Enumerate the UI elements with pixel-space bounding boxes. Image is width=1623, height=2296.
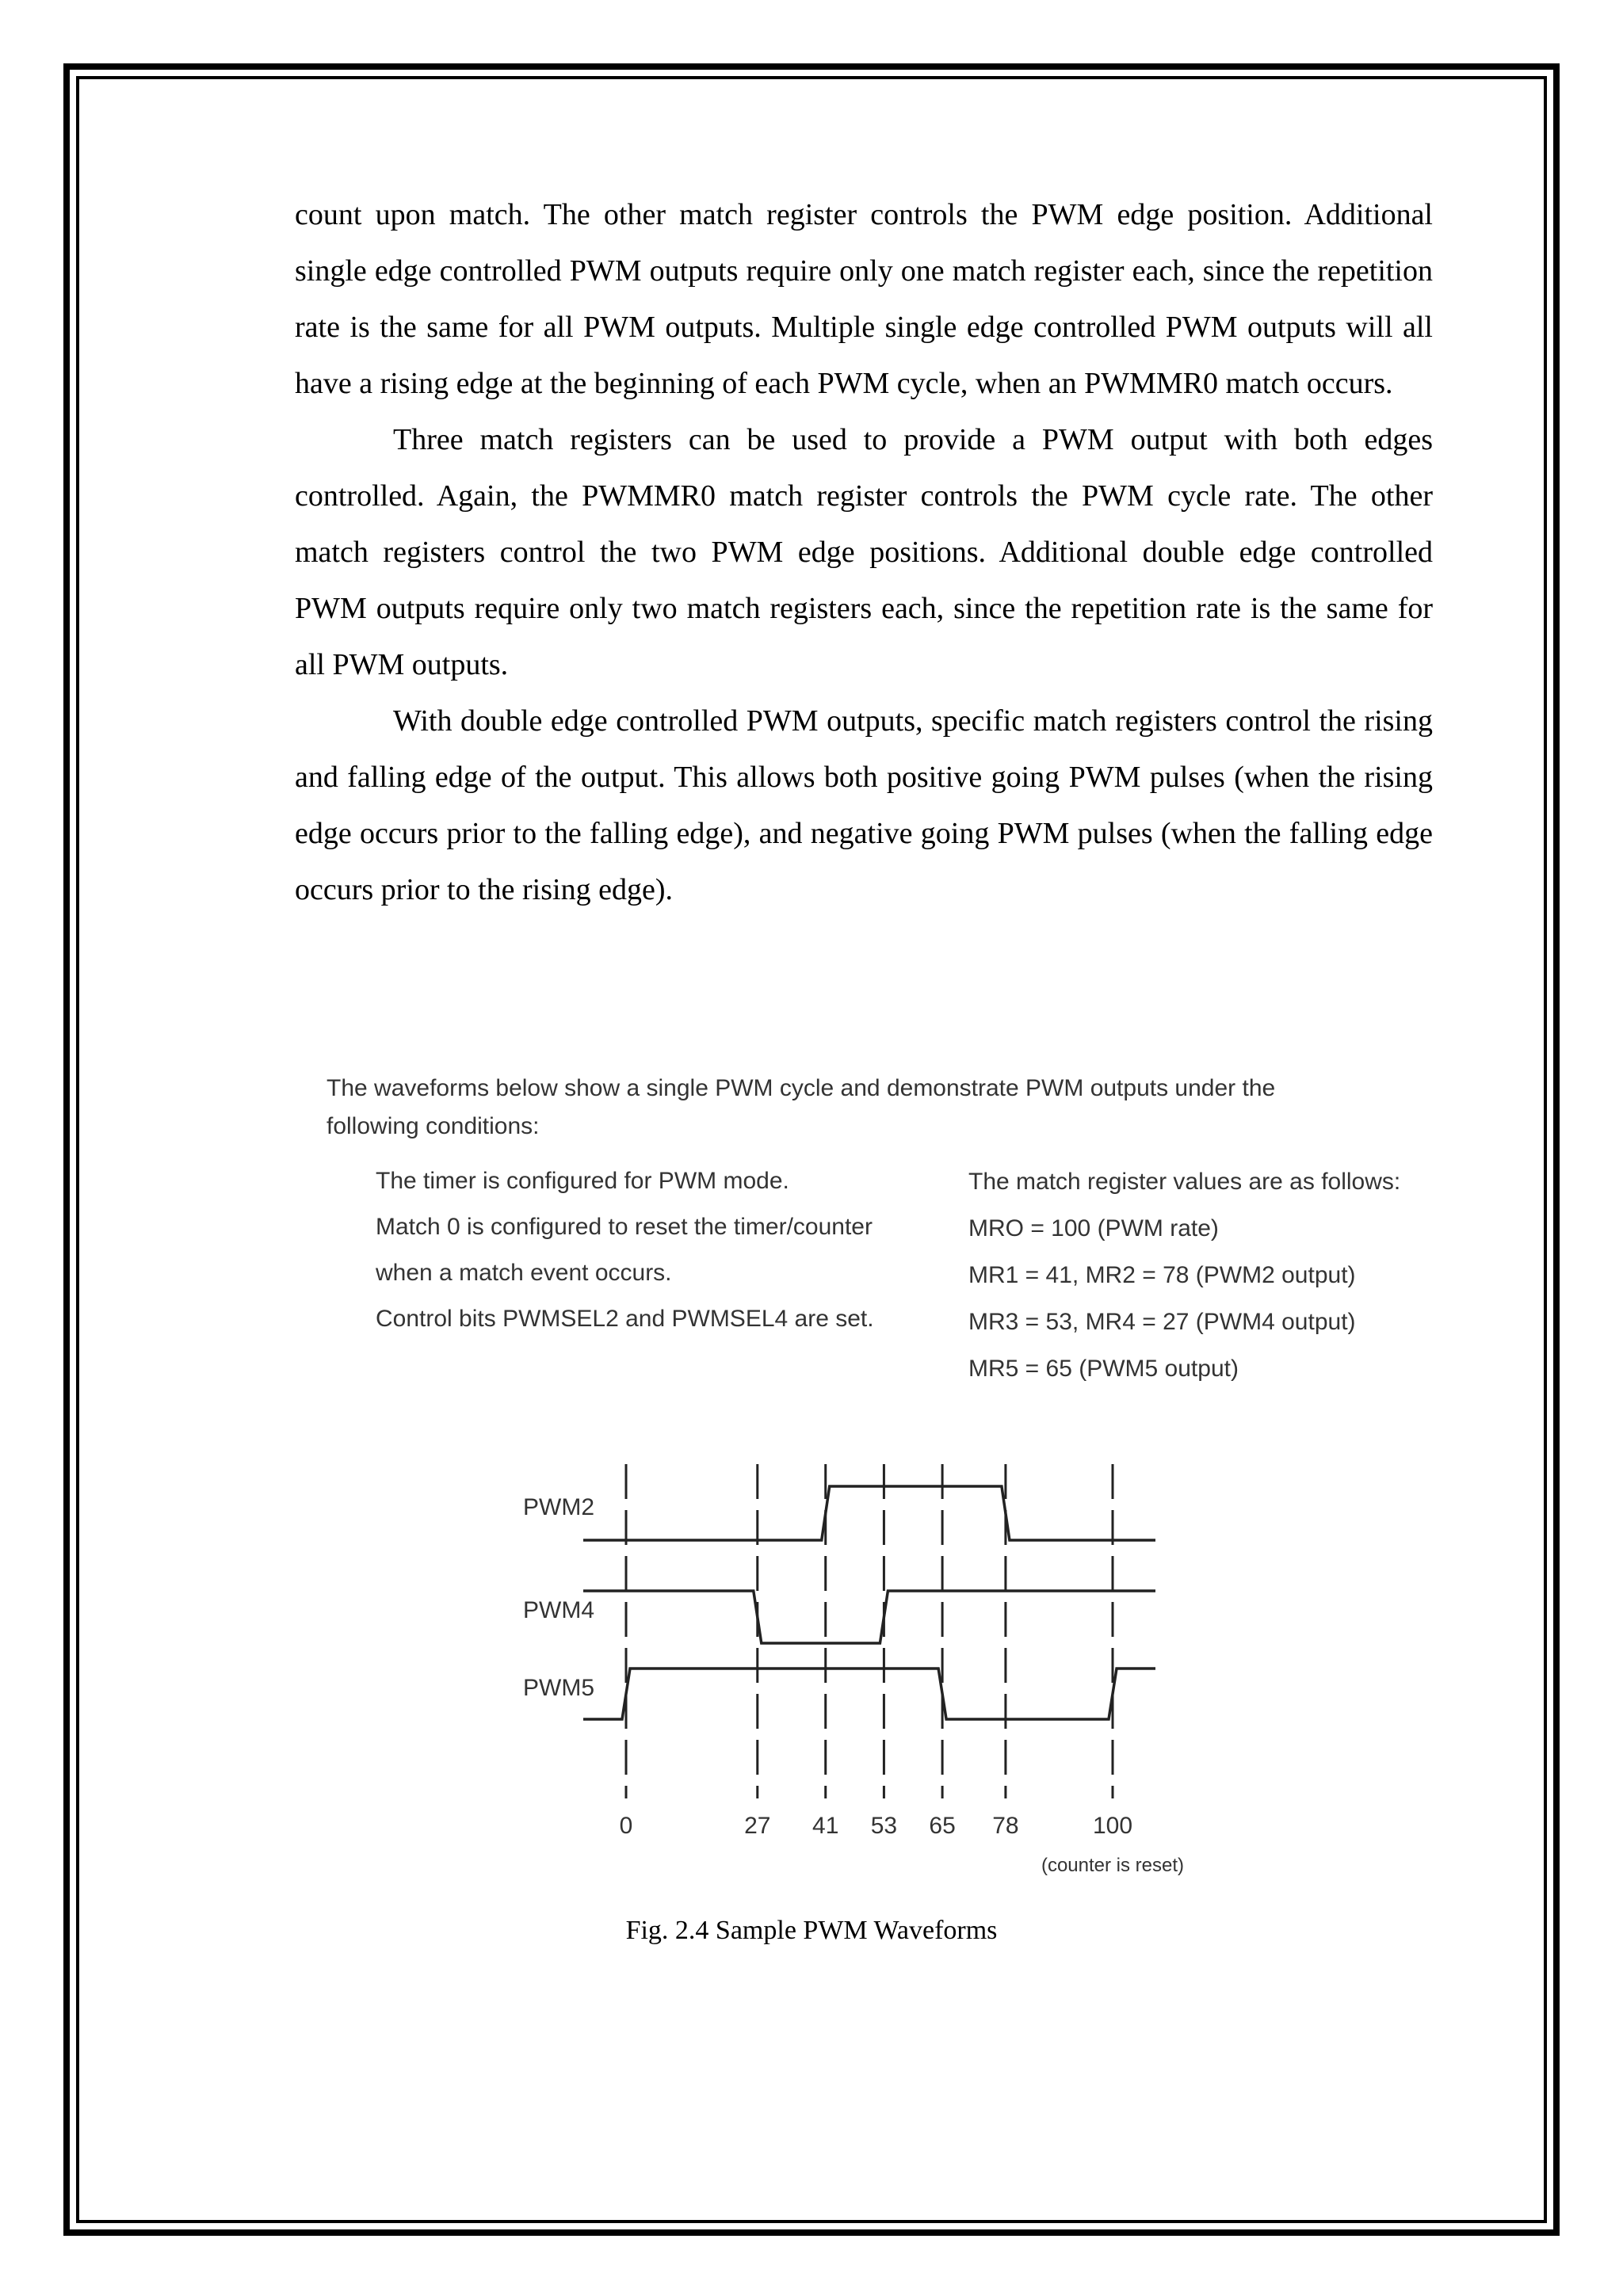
condition-left-3: when a match event occurs. [376, 1260, 672, 1286]
figure-caption: Fig. 2.4 Sample PWM Waveforms [625, 1916, 998, 1945]
signal-label-pwm5: PWM5 [523, 1675, 594, 1701]
condition-left-2: Match 0 is configured to reset the timer/counter [376, 1214, 873, 1240]
condition-right-4: MR3 = 53, MR4 = 27 (PWM4 output) [968, 1309, 1356, 1335]
signal-label-pwm2: PWM2 [523, 1494, 594, 1520]
tick-label-78: 78 [992, 1813, 1019, 1839]
condition-right-2: MRO = 100 (PWM rate) [968, 1215, 1219, 1241]
tick-label-0: 0 [619, 1813, 633, 1839]
tick-label-53: 53 [870, 1813, 898, 1839]
condition-right-3: MR1 = 41, MR2 = 78 (PWM2 output) [968, 1262, 1356, 1288]
paragraph-2: Three match registers can be used to provide a PWM output with both edges controlled. Again, the PWMMR0 match register controls the PWM cycle rate. The other match registers control the two PWM edge positions. Additional double edge controlled PWM outputs require only two match registers each, since the repetition rate is the same for all PWM outputs. [295, 423, 1433, 681]
tick-label-65: 65 [929, 1813, 956, 1839]
paragraph-3: With double edge controlled PWM outputs, specific match registers control the rising and falling edge of the output. This allows both positive going PWM pulses (when the rising edge occurs prior to the falling edge), and negative going PWM pulses (when the falling edge occurs prior to the rising edge). [295, 704, 1433, 906]
signal-pwm5 [583, 1669, 1155, 1719]
signal-label-pwm4: PWM4 [523, 1597, 594, 1623]
tick-label-41: 41 [812, 1813, 839, 1839]
condition-left-1: The timer is configured for PWM mode. [376, 1168, 789, 1194]
condition-right-5: MR5 = 65 (PWM5 output) [968, 1356, 1239, 1382]
figure-intro: The waveforms below show a single PWM cycle and demonstrate PWM outputs under the following conditions: [327, 1075, 1276, 1139]
tick-label-27: 27 [744, 1813, 771, 1839]
condition-left-4: Control bits PWMSEL2 and PWMSEL4 are set. [376, 1306, 874, 1332]
condition-right-1: The match register values are as follows: [968, 1169, 1401, 1195]
paragraph-1: count upon match. The other match register controls the PWM edge position. Additional single edge controlled PWM outputs require only one match register each, since the repetition rate is the same for all PWM outputs. Multiple single edge controlled PWM outputs will all have a rising edge at the beginning of each PWM cycle, when an PWMMR0 match occurs. [295, 198, 1433, 400]
tick-label-100: 100 [1092, 1813, 1133, 1839]
signal-pwm2 [583, 1486, 1155, 1540]
counter-reset-note: (counter is reset) [1041, 1855, 1185, 1876]
signal-pwm4 [583, 1591, 1155, 1643]
